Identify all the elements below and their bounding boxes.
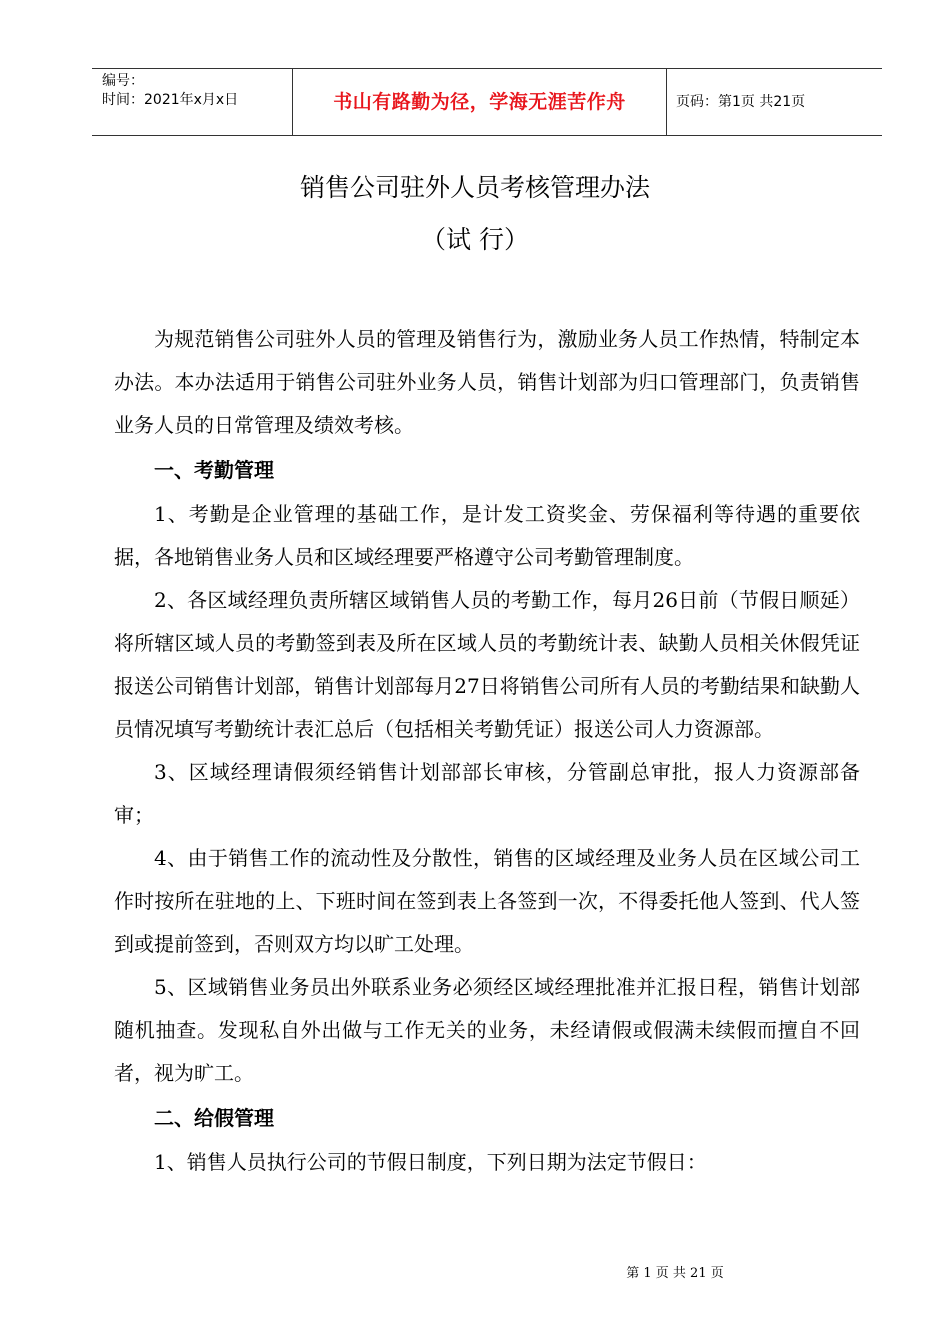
header-page-number: 页码：第1页 共21页 [676, 94, 806, 110]
section-heading: 二、给假管理 [154, 1106, 274, 1130]
header-motto: 书山有路勤为径，学海无涯苦作舟 [333, 91, 626, 113]
document-time-label: 时间：2021年x月x日 [102, 92, 239, 108]
document-title: 销售公司驻外人员考核管理办法 [299, 173, 650, 202]
body-paragraph: 2、各区域经理负责所辖区域销售人员的考勤工作，每月26日前（节假日顺延）将所辖区域人员的考勤签到表及所在区域人员的考勤统计表、缺勤人员相关休假凭证报送公司销售计划部，销售计划部每月27日将销售公司所有人员的考勤结果和缺勤人员情况填写考勤统计表汇总后（包括相关考勤凭证）报送公司人力资源部。 [114, 588, 860, 741]
page-header [92, 68, 882, 136]
page-footer: 第 1 页 共 21 页 [626, 1266, 724, 1281]
document-subtitle: （试 行） [421, 225, 529, 254]
body-paragraph: 1、考勤是企业管理的基础工作，是计发工资奖金、劳保福利等待遇的重要依据，各地销售业务人员和区域经理要严格遵守公司考勤管理制度。 [114, 502, 860, 569]
body-paragraph: 4、由于销售工作的流动性及分散性，销售的区域经理及业务人员在区域公司工作时按所在驻地的上、下班时间在签到表上各签到一次，不得委托他人签到、代人签到或提前签到，否则双方均以旷工处理。 [114, 846, 860, 956]
section-heading: 一、考勤管理 [154, 458, 274, 482]
body-paragraph: 1、销售人员执行公司的节假日制度，下列日期为法定节假日： [154, 1150, 707, 1174]
body-paragraph: 5、区域销售业务员出外联系业务必须经区域经理批准并汇报日程，销售计划部随机抽查。发现私自外出做与工作无关的业务，未经请假或假满未续假而擅自不回者，视为旷工。 [114, 975, 860, 1085]
header-meta [102, 72, 238, 110]
header-divider [666, 69, 667, 135]
intro-paragraph: 为规范销售公司驻外人员的管理及销售行为，激励业务人员工作热情，特制定本办法。本办法适用于销售公司驻外业务人员，销售计划部为归口管理部门，负责销售业务人员的日常管理及绩效考核。 [114, 327, 860, 437]
document-number-label: 编号： [102, 73, 144, 89]
body-paragraph: 3、区域经理请假须经销售计划部部长审核，分管副总审批，报人力资源部备审； [114, 760, 860, 827]
document-body [114, 318, 860, 1184]
